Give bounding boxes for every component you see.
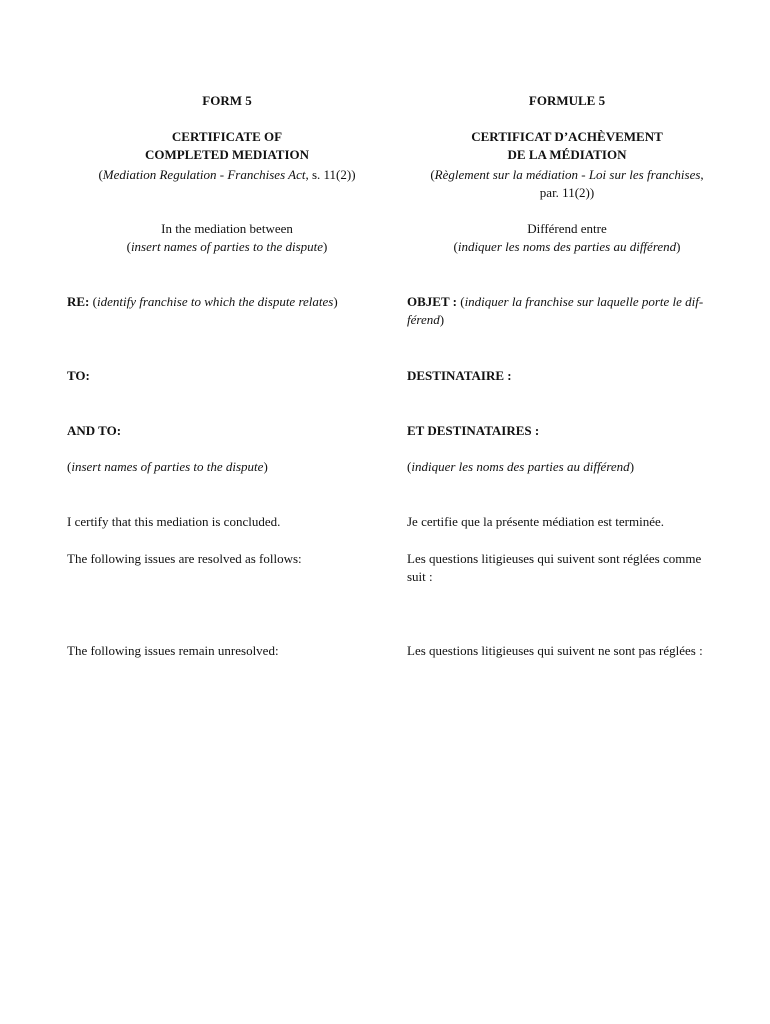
hint-close: ): [629, 459, 635, 474]
hint-close: ): [263, 459, 268, 474]
hint-text: indiquer les noms des parties au différend: [457, 239, 677, 254]
citation-act: Règlement sur la médiation - Loi sur les franchises: [434, 167, 701, 182]
certify-statement-fr: Je certifie que la présente médiation est terminée.: [407, 514, 664, 529]
objet-line-fr: [407, 293, 727, 329]
citation-section: , s. 11(2)): [305, 167, 356, 182]
citation-line2: par. 11(2)): [539, 185, 595, 200]
parties-hint-text: insert names of parties to the dispute: [71, 459, 264, 474]
hint-open: (: [67, 459, 72, 474]
parties-hint-fr: [407, 458, 727, 476]
objet-line2: [407, 311, 727, 329]
citation-open: (: [98, 167, 103, 182]
english-column: [67, 0, 387, 1024]
objet-line1: [407, 293, 727, 311]
certificate-title-line1: CERTIFICAT D’ACHÈVEMENT: [471, 129, 663, 144]
hint-open: (: [126, 239, 131, 254]
certificate-title-fr: [407, 128, 727, 164]
form-title-en: FORM 5: [202, 93, 252, 108]
unresolved-issues-en: The following issues remain unresolved:: [67, 643, 279, 658]
mediation-between-label: In the mediation between: [161, 221, 293, 236]
mediation-between-label: Différend entre: [527, 221, 607, 236]
french-column: [407, 0, 727, 1024]
certificate-title-line2: COMPLETED MEDIATION: [144, 147, 310, 162]
objet-hint-line2: férend: [407, 312, 440, 327]
certificate-title-line1: CERTIFICATE OF: [171, 129, 283, 144]
to-label-en: TO:: [67, 368, 90, 383]
re-label: RE:: [67, 294, 90, 309]
certify-statement-en: I certify that this mediation is concluded.: [67, 514, 281, 529]
citation-comma: ,: [700, 167, 704, 182]
objet-hint-line1: indiquer la franchise sur laquelle porte le dif-: [464, 294, 704, 309]
destinataire-label-fr: DESTINATAIRE :: [407, 368, 512, 383]
resolved-issues-line2: suit :: [407, 569, 433, 584]
hint-text: insert names of parties to the dispute: [130, 239, 324, 254]
resolved-issues-en: The following issues are resolved as follows:: [67, 551, 302, 566]
mediation-between-en: [67, 220, 387, 256]
unresolved-issues-fr: Les questions litigieuses qui suivent ne sont pas réglées :: [407, 643, 703, 658]
form-title-fr: FORMULE 5: [528, 93, 606, 108]
hint-close: ): [333, 294, 338, 309]
citation-fr: [407, 166, 727, 202]
parties-hint-text: indiquer les noms des parties au différend: [411, 459, 630, 474]
hint-close: ): [676, 239, 681, 254]
and-to-label-en: AND TO:: [67, 423, 122, 438]
mediation-between-fr: [407, 220, 727, 256]
mediation-between-hint: [407, 238, 727, 256]
citation-open: (: [430, 167, 435, 182]
hint-open: (: [89, 294, 97, 309]
hint-open: (: [407, 459, 412, 474]
resolved-issues-fr: [407, 550, 727, 586]
citation-act: Mediation Regulation - Franchises Act: [102, 167, 306, 182]
hint-open: (: [453, 239, 458, 254]
citation-en: [67, 166, 387, 184]
hint-open: (: [456, 294, 465, 309]
et-destinataires-label-fr: ET DESTINATAIRES :: [407, 423, 540, 438]
mediation-between-hint: [67, 238, 387, 256]
re-line-en: [67, 293, 387, 311]
certificate-title-en: [67, 128, 387, 164]
objet-label: OBJET :: [407, 294, 457, 309]
certificate-title-line2: DE LA MÉDIATION: [507, 147, 627, 162]
hint-close: ): [439, 312, 445, 327]
citation-line1: [407, 166, 727, 184]
hint-close: ): [323, 239, 328, 254]
re-hint: identify franchise to which the dispute relates: [96, 294, 334, 309]
resolved-issues-line1: Les questions litigieuses qui suivent sont réglées comme: [407, 551, 702, 566]
parties-hint-en: [67, 458, 387, 476]
